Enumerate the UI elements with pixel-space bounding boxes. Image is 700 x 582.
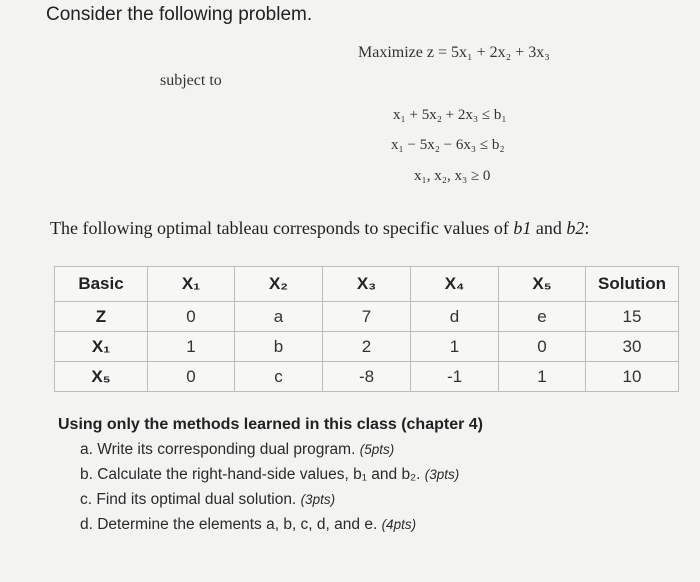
question-a-points: (5pts) <box>359 442 395 457</box>
table-row <box>55 362 679 392</box>
constraint-1: x₁ + 5x₂ + 2x₃ ≤ b₁ <box>393 107 507 123</box>
question-b <box>80 466 459 484</box>
table-cell: 0 <box>148 362 235 392</box>
table-cell: 15 <box>586 302 679 332</box>
table-row <box>55 332 679 362</box>
row-basic-var: Z <box>55 302 148 332</box>
header-x2: X₂ <box>235 267 323 302</box>
question-b-points: (3pts) <box>424 467 460 482</box>
table-cell: a <box>235 302 323 332</box>
nonnegativity-constraint: x₁, x₂, x₃ ≥ 0 <box>414 168 491 184</box>
b2-symbol: b2 <box>566 218 585 238</box>
subject-to-label: subject to <box>160 72 222 89</box>
constraint-2: x₁ − 5x₂ − 6x₃ ≤ b₂ <box>391 137 505 153</box>
question-c-text: c. Find its optimal dual solution. <box>80 491 301 508</box>
table-cell: 10 <box>586 362 679 392</box>
header-x4: X₄ <box>411 267 499 302</box>
table-cell: b <box>235 332 323 362</box>
header-x3: X₃ <box>323 267 411 302</box>
objective-function: Maximize z = 5x₁ + 2x₂ + 3x₃ <box>358 44 550 61</box>
header-solution: Solution <box>586 267 679 302</box>
tableau-intro-and: and <box>531 218 567 238</box>
table-cell: 1 <box>148 332 235 362</box>
row-basic-var: X₁ <box>55 332 148 362</box>
questions-title: Using only the methods learned in this class (chapter 4) <box>58 416 483 433</box>
header-x5: X₅ <box>499 267 586 302</box>
question-a-text: a. Write its corresponding dual program. <box>80 441 360 458</box>
tableau-intro-text: The following optimal tableau corresponds to specific values of <box>50 218 514 238</box>
table-cell: -1 <box>411 362 499 392</box>
b1-symbol: b1 <box>513 218 532 238</box>
tableau-intro <box>50 218 589 239</box>
header-x1: X₁ <box>148 267 235 302</box>
table-cell: c <box>235 362 323 392</box>
table-cell: 0 <box>148 302 235 332</box>
problem-heading: Consider the following problem. <box>46 4 313 25</box>
table-cell: d <box>411 302 499 332</box>
tableau-header-row <box>55 267 679 302</box>
question-b-text: b. Calculate the right-hand-side values, b₁ and b₂. <box>80 466 425 483</box>
optimal-tableau <box>54 266 679 392</box>
table-cell: -8 <box>323 362 411 392</box>
table-cell: 30 <box>586 332 679 362</box>
table-cell: 1 <box>499 362 586 392</box>
tableau-intro-colon: : <box>584 218 590 238</box>
header-basic: Basic <box>55 267 148 302</box>
row-basic-var: X₅ <box>55 362 148 392</box>
table-row <box>55 302 679 332</box>
table-cell: e <box>499 302 586 332</box>
table-cell: 0 <box>499 332 586 362</box>
question-a <box>80 441 394 459</box>
table-cell: 1 <box>411 332 499 362</box>
table-cell: 7 <box>323 302 411 332</box>
question-d-points: (4pts) <box>381 517 417 532</box>
question-c-points: (3pts) <box>300 492 336 507</box>
question-c <box>80 491 335 509</box>
question-d <box>80 516 416 534</box>
question-d-text: d. Determine the elements a, b, c, d, and e. <box>80 516 382 533</box>
table-cell: 2 <box>323 332 411 362</box>
